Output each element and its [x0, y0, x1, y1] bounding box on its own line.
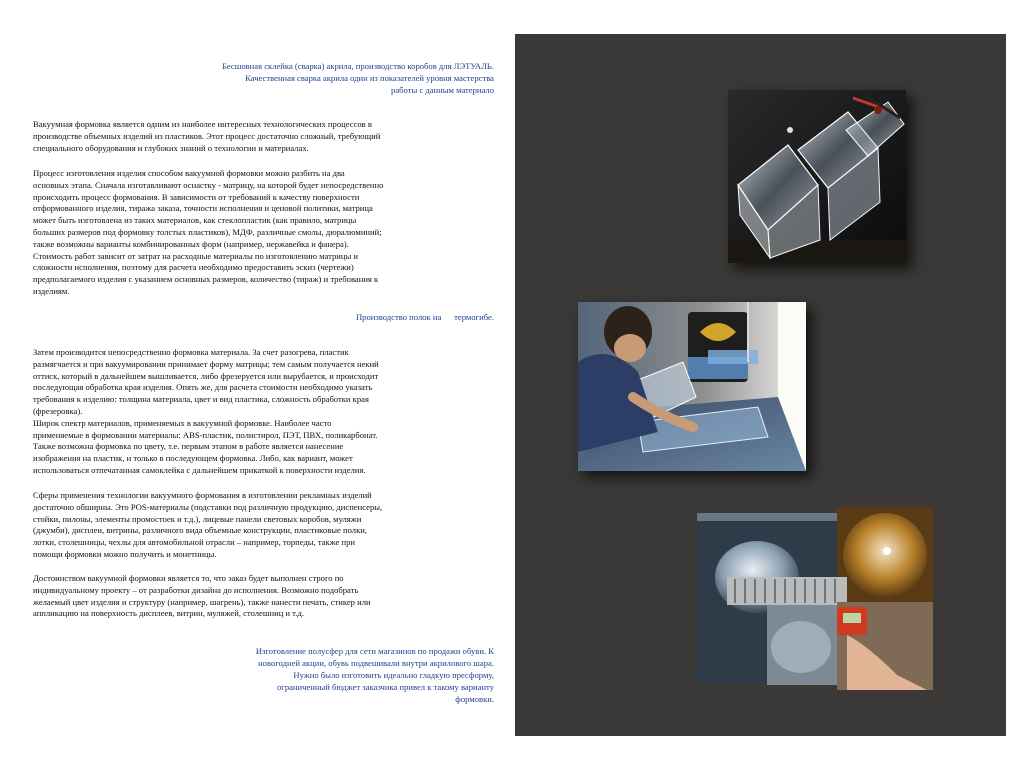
paragraph-line: лотки, столешницы, чехлы для автомобильной отрасли – например, торпеды, также при — [33, 537, 356, 548]
caption-acrylic-welding — [154, 60, 494, 96]
caption-line: Изготовление полусфер для сети магазинов по продажи обуви. К — [255, 646, 494, 656]
paragraph-line: больших размеров под формовку толстых пластиков), МДФ, различные смолы, дюралюминий; — [33, 226, 382, 237]
paragraph-line: основных этапа. Сначала изготавливают оснастку - матрицу, на которой будет непосредственно — [33, 179, 384, 190]
paragraph-intro — [33, 119, 445, 154]
paragraph-line: может быть изготовлена из таких материалов, как стеклопластик (как правило, матрицы — [33, 215, 357, 226]
paragraph-line: размягчается и при вакуумировании принимает форму матрицы; тем самым получается некий — [33, 358, 379, 369]
paragraph-line: последующая обработка края изделия. Опять же, для расчета стоимости необходимо указать — [33, 382, 373, 393]
paragraph-line: (фрезеровка). — [33, 405, 83, 416]
paragraph-line: Сферы применения технологии вакуумного формования в изготовлении рекламных изделий — [33, 490, 372, 500]
photo-thermobending-work — [578, 302, 806, 471]
paragraph-line: Затем производится непосредственно формовка материала. За счет разогрева, пластик — [33, 347, 349, 357]
caption-line: Качественная сварка акрила один из показателей уровня мастерства — [245, 73, 494, 83]
paragraph-line: аппликацию на поверхность дисплеев, витрин, муляжей, столешниц и т.д. — [33, 608, 304, 619]
hemispheres-illustration — [697, 507, 933, 690]
paragraph-line: стойки, пилоны, элементы промостоек и т.д.), лицевые панели световых коробов, муляжи — [33, 513, 362, 524]
paragraph-line: также возможны варианты комбинированных форм (например, нержавейка и фанера). — [33, 238, 349, 249]
paragraph-line: производстве объемных изделий из пластиков. Этот процесс достаточно сложный, требующий — [33, 130, 381, 141]
caption-line: формовки. — [455, 694, 494, 704]
paragraph-line: помощи формовки можно получить и монетницы. — [33, 548, 217, 559]
caption-line: ограниченный бюджет заказчика привел к такому варианту — [277, 682, 494, 692]
photo-hemispheres-collage — [697, 507, 933, 690]
paragraph-line: оттиск, который в дальнейшем вышливается, либо фрезеруется или вырубается, и происходит — [33, 370, 379, 381]
paragraph-line: индивидуальному проекту – от разработки дизайна до исполнения. Возможно подобрать — [33, 584, 359, 595]
paragraph-line: требования к изделию: толщина материала, цвет и вид пластика, сложность обработки края — [33, 394, 369, 405]
paragraph-line: предполагаемого изделия с указанием основных размеров, количество (тираж) и требования к — [33, 274, 379, 285]
caption-line: Бесшовная склейка (сварка) акрила, производство коробов для ЛЭТУАЛЬ. — [221, 61, 494, 71]
paragraph-line: достаточно обширны. Это POS-материалы (подставки под различную продукцию, диспенсеры, — [33, 501, 383, 512]
caption-line: Нужно было изготовить идеально гладкую пресформу, — [293, 670, 494, 680]
paragraph-line: изделиям. — [33, 285, 70, 296]
paragraph-line: (джумби), дисплеи, витрины, различного вида объемные конструкции, пластиковые полки, — [33, 525, 367, 536]
paragraph-line: специального оборудования и глубоких знаний о технологии и материалах. — [33, 142, 309, 153]
photo-acrylic-boxes — [728, 90, 906, 263]
paragraph-forming — [33, 347, 445, 477]
paragraph-line: происходить процесс формования. В зависимости от требований к качеству поверхности — [33, 191, 360, 202]
paragraph-line: Широк спектр материалов, применяемых в вакуумной формовке. Наиболее часто — [33, 417, 332, 428]
paragraph-advantages — [33, 573, 445, 620]
paragraph-line: желаемый цвет изделия и структуру (например, шагрень), также нанести печать, стикер или — [33, 596, 371, 607]
paragraph-line: Также возможна формовка по цвету, т.е. первым этапом в работе является нанесение — [33, 441, 344, 452]
acrylic-boxes-illustration — [728, 90, 906, 263]
caption-line: работы с данным материало — [391, 85, 494, 95]
paragraph-process-stages — [33, 168, 445, 298]
paragraph-line: отформованного изделия, тиража заказа, точности исполнения и ценовой политики, матрица — [33, 203, 373, 214]
caption-hemispheres — [194, 645, 494, 705]
thermobending-illustration — [578, 302, 806, 471]
paragraph-line: Достоинством вакуумной формовки является то, что заказ будет выполнен строго по — [33, 573, 344, 583]
caption-line: новогодней акции, обувь подвешивали внутри акрилового шара. — [258, 658, 494, 668]
paragraph-line: изображения на пластик, и только в последующем формовка. Либо, как вариант, может — [33, 453, 353, 464]
paragraph-line: Процесс изготовления изделия способом вакуумной формовки можно разбить на два — [33, 168, 345, 178]
paragraph-line: Стоимость работ зависит от затрат на расходные материалы по изготовлению матрицы и — [33, 250, 358, 261]
paragraph-applications — [33, 490, 445, 561]
caption-line: Производство полок на термогибе. — [355, 312, 494, 322]
paragraph-line: использоваться отпечатанная самоклейка с дальнейшем прикаткой к поверхности изделия. — [33, 464, 366, 475]
paragraph-line: сложности исполнения, поэтому для расчета необходимо предоставить эскиз (чертежи) — [33, 262, 354, 273]
caption-shelves-thermobending — [154, 311, 494, 323]
paragraph-line: Вакуумная формовка является одним из наиболее интересных технологических процессов в — [33, 119, 372, 129]
paragraph-line: применяемые в формовании материалы: ABS-пластик, полистирол, ПЭТ, ПВХ, поликарбонат. — [33, 429, 378, 440]
